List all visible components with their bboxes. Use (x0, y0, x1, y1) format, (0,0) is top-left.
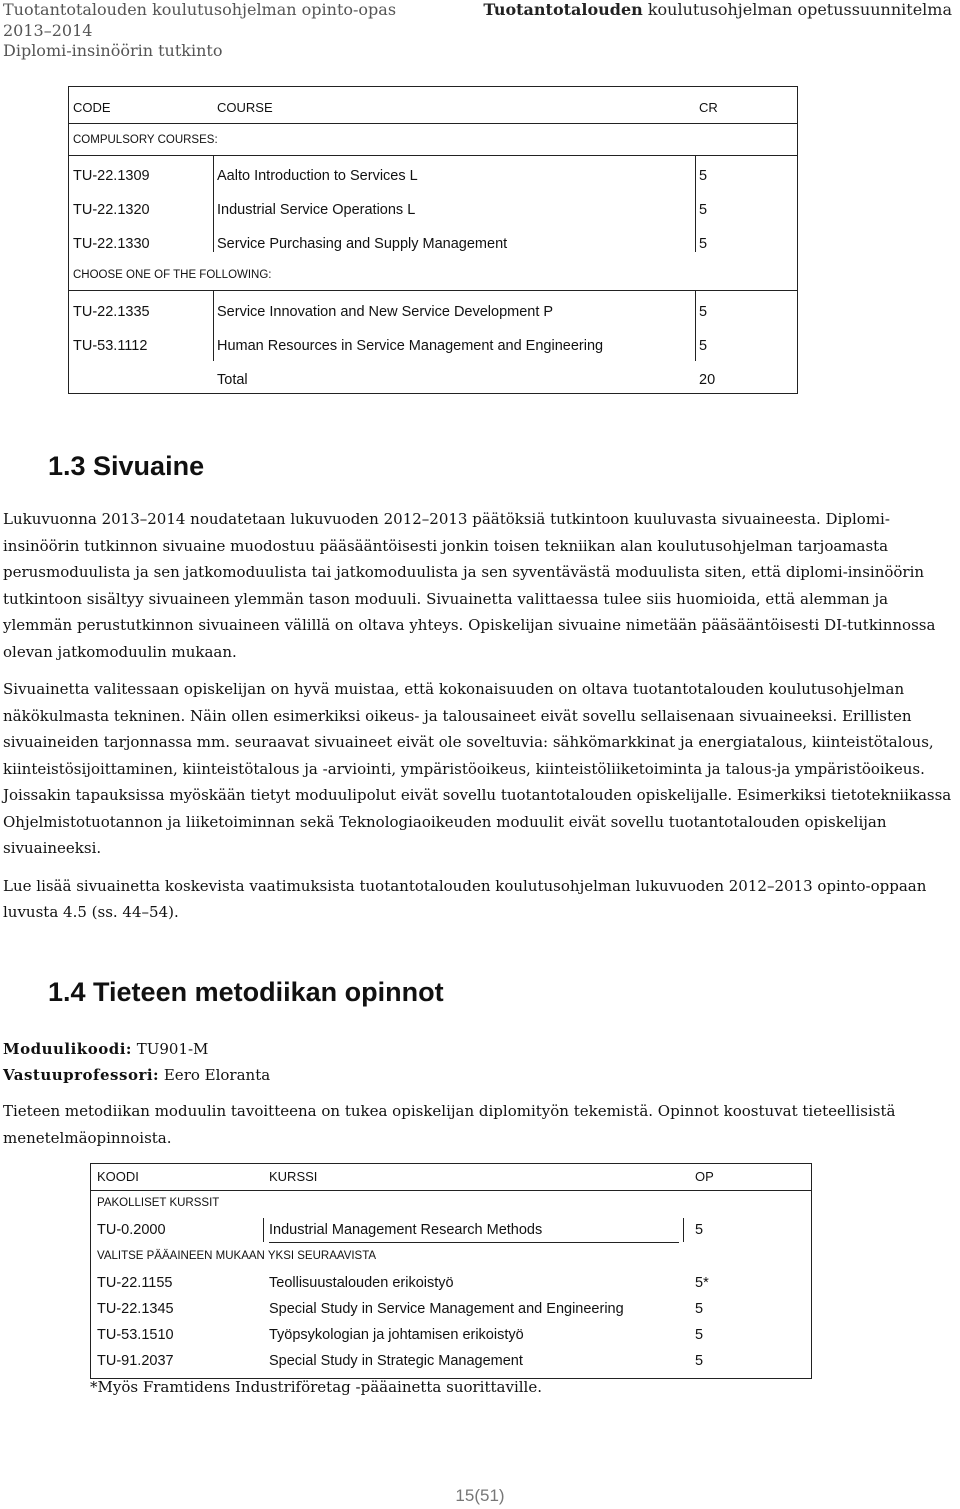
col-header-koodi: KOODI (97, 1169, 139, 1184)
section-label-choose: VALITSE PÄÄAINEEN MUKAAN YKSI SEURAAVISTA (97, 1250, 377, 1262)
course-credits: 5 (699, 304, 708, 320)
course-name: Industrial Service Operations L (217, 202, 416, 218)
col-header-kurssi: KURSSI (269, 1169, 318, 1184)
course-credits: 5* (695, 1275, 709, 1291)
total-label: Total (217, 372, 248, 388)
section-body-sivuaine (3, 506, 955, 926)
section-row-choose (91, 1250, 811, 1270)
running-header-right (483, 0, 952, 21)
col-separator (263, 1218, 264, 1242)
professor-label: Vastuuprofessori: (3, 1066, 160, 1084)
header-program-title: Tuotantotalouden koulutusohjelman opinto-opas (3, 0, 397, 19)
section-heading-sivuaine: 1.3 Sivuaine (48, 451, 205, 481)
section-label-mandatory: PAKOLLISET KURSSIT (97, 1197, 220, 1209)
module-code-value: TU901-M (131, 1040, 209, 1058)
course-table-services (68, 86, 798, 394)
course-name: Työpsykologian ja johtamisen erikoistyö (269, 1327, 524, 1343)
course-name: Human Resources in Service Management and Engineering (217, 338, 604, 354)
paragraph: Sivuainetta valitessaan opiskelijan on hyvä muistaa, että kokonaisuuden on oltava tuotantotalouden koulutusohjelman näkökulmasta tekninen. Näin ollen esimerkiksi oikeus- ja talousaineet eivät sovellu sellaisenaan sivuaineeksi. Erillisten sivuaineiden tarjonnassa mm. seuraavat sivuaineet eivät ole soveltuvia: sähkömarkkinat ja energiatalous, kiinteistötalous, kiinteistösijoittaminen, kiinteistötalous ja -arviointi, ympäristöoikeus, kiinteistöliiketoiminta ja talous-ja ympäristöoikeus. Joissakin tapauksissa myöskään tietyt moduulipolut eivät sovellu tuotantotalouden opiskelijalle. Esimerkiksi tietotekniikassa Ohjelmistotuotannon ja liiketoiminnan sekä Teknologiaoikeuden moduulit eivät sovellu tuotantotalouden opiskelijan sivuaineeksi. (3, 680, 952, 857)
table-row (91, 1301, 811, 1323)
running-header-left (3, 0, 396, 62)
col-header-op: OP (695, 1169, 714, 1184)
course-code: TU-53.1510 (97, 1327, 174, 1343)
table-row (69, 236, 797, 262)
table-row (69, 168, 797, 194)
total-row (69, 372, 797, 398)
paragraph: Lue lisää sivuainetta koskevista vaatimuksista tuotantotalouden koulutusohjelman lukuvuoden 2012–2013 opinto-oppaan luvusta 4.5 (ss. 44–54). (3, 876, 927, 921)
course-code: TU-22.1155 (97, 1275, 173, 1291)
course-code: TU-22.1320 (73, 202, 150, 218)
course-table-methods (90, 1163, 812, 1379)
table-row (91, 1353, 811, 1375)
course-name: Service Purchasing and Supply Management (217, 236, 508, 252)
course-code: TU-53.1112 (73, 338, 148, 354)
course-name: Special Study in Service Management and Engineering (269, 1301, 624, 1317)
table-header-row (91, 1169, 811, 1195)
table-row (91, 1275, 811, 1297)
module-code-line (3, 1036, 208, 1062)
course-name: Service Innovation and New Service Development P (217, 304, 554, 320)
table-row (69, 202, 797, 228)
table-row (91, 1222, 811, 1244)
section-row-mandatory (91, 1197, 811, 1217)
course-code: TU-22.1309 (73, 168, 150, 184)
course-credits: 5 (699, 168, 708, 184)
section-row-choose (69, 269, 797, 295)
course-credits: 5 (695, 1301, 704, 1317)
table-header-row (69, 100, 797, 126)
total-value: 20 (699, 372, 716, 388)
table-header-divider (91, 1190, 811, 1191)
course-name: Special Study in Strategic Management (269, 1353, 523, 1369)
course-code: TU-0.2000 (97, 1222, 166, 1238)
professor-line (3, 1062, 270, 1088)
course-name: Teollisuustalouden erikoistyö (269, 1275, 454, 1291)
paragraph: Lukuvuonna 2013–2014 noudatetaan lukuvuoden 2012–2013 päätöksiä tutkintoon kuuluvasta sivuaineesta. Diplomi-insinöörin tutkinnon sivuaine muodostuu pääsääntöisesti jonkin toisen tekniikan alan koulutusohjelman tarjoamasta perusmoduulista ja sen jatkomoduulista tai jatkomoduulista ja sen syventävästä moduulista siten, että diplomi-insinöörin tutkintoon sisältyy sivuaineen ylemmän tason moduuli. Sivuainetta valittaessa tulee siis huomioida, että alemman ja ylemmän perustutkinnon sivuaineen välillä on oltava yhteys. Opiskelijan sivuaine nimetään pääsääntöisesti DI-tutkinnossa olevan jatkomoduulin mukaan. (3, 510, 936, 661)
course-credits: 5 (695, 1222, 704, 1238)
section-row-compulsory (69, 134, 797, 160)
section-label-compulsory: COMPULSORY COURSES: (73, 134, 218, 146)
header-year: 2013–2014 (3, 20, 93, 40)
course-credits: 5 (699, 338, 708, 354)
col-separator (683, 1218, 684, 1242)
course-credits: 5 (699, 202, 708, 218)
section-heading-metodiikka: 1.4 Tieteen metodiikan opinnot (48, 977, 444, 1007)
col-header-course: COURSE (217, 100, 273, 115)
header-degree: Diplomi-insinöörin tutkinto (3, 41, 223, 60)
paragraph: Tieteen metodiikan moduulin tavoitteena on tukea opiskelijan diplomityön tekemistä. Opinnot koostuvat tieteellisistä menetelmäopinnoista. (3, 1102, 896, 1147)
col-header-code: CODE (73, 100, 111, 115)
course-credits: 5 (695, 1327, 704, 1343)
module-code-label: Moduulikoodi: (3, 1040, 132, 1058)
course-code: TU-22.1345 (97, 1301, 174, 1317)
header-right-rest: koulutusohjelman opetussuunnitelma (642, 0, 952, 19)
page-number: 15(51) (455, 1486, 505, 1505)
section-divider (69, 290, 797, 291)
table-row (91, 1327, 811, 1349)
course-code: TU-22.1335 (73, 304, 150, 320)
header-right-bold: Tuotantotalouden (483, 0, 643, 19)
section-intro-metodiikka (3, 1098, 955, 1151)
col-header-cr: CR (699, 100, 718, 115)
course-credits: 5 (695, 1353, 704, 1369)
course-credits: 5 (699, 236, 708, 252)
course-code: TU-22.1330 (73, 236, 150, 252)
course-code: TU-91.2037 (97, 1353, 174, 1369)
section-label-choose: CHOOSE ONE OF THE FOLLOWING: (73, 269, 272, 281)
course-name: Aalto Introduction to Services L (217, 168, 418, 184)
professor-value: Eero Eloranta (159, 1066, 271, 1084)
row-underline (269, 1242, 679, 1243)
footnote: *Myös Framtidens Industriföretag -pääainetta suorittaville. (90, 1378, 542, 1396)
table-row (69, 338, 797, 364)
section-divider (69, 155, 797, 156)
course-name: Industrial Management Research Methods (269, 1222, 543, 1238)
table-row (69, 304, 797, 330)
